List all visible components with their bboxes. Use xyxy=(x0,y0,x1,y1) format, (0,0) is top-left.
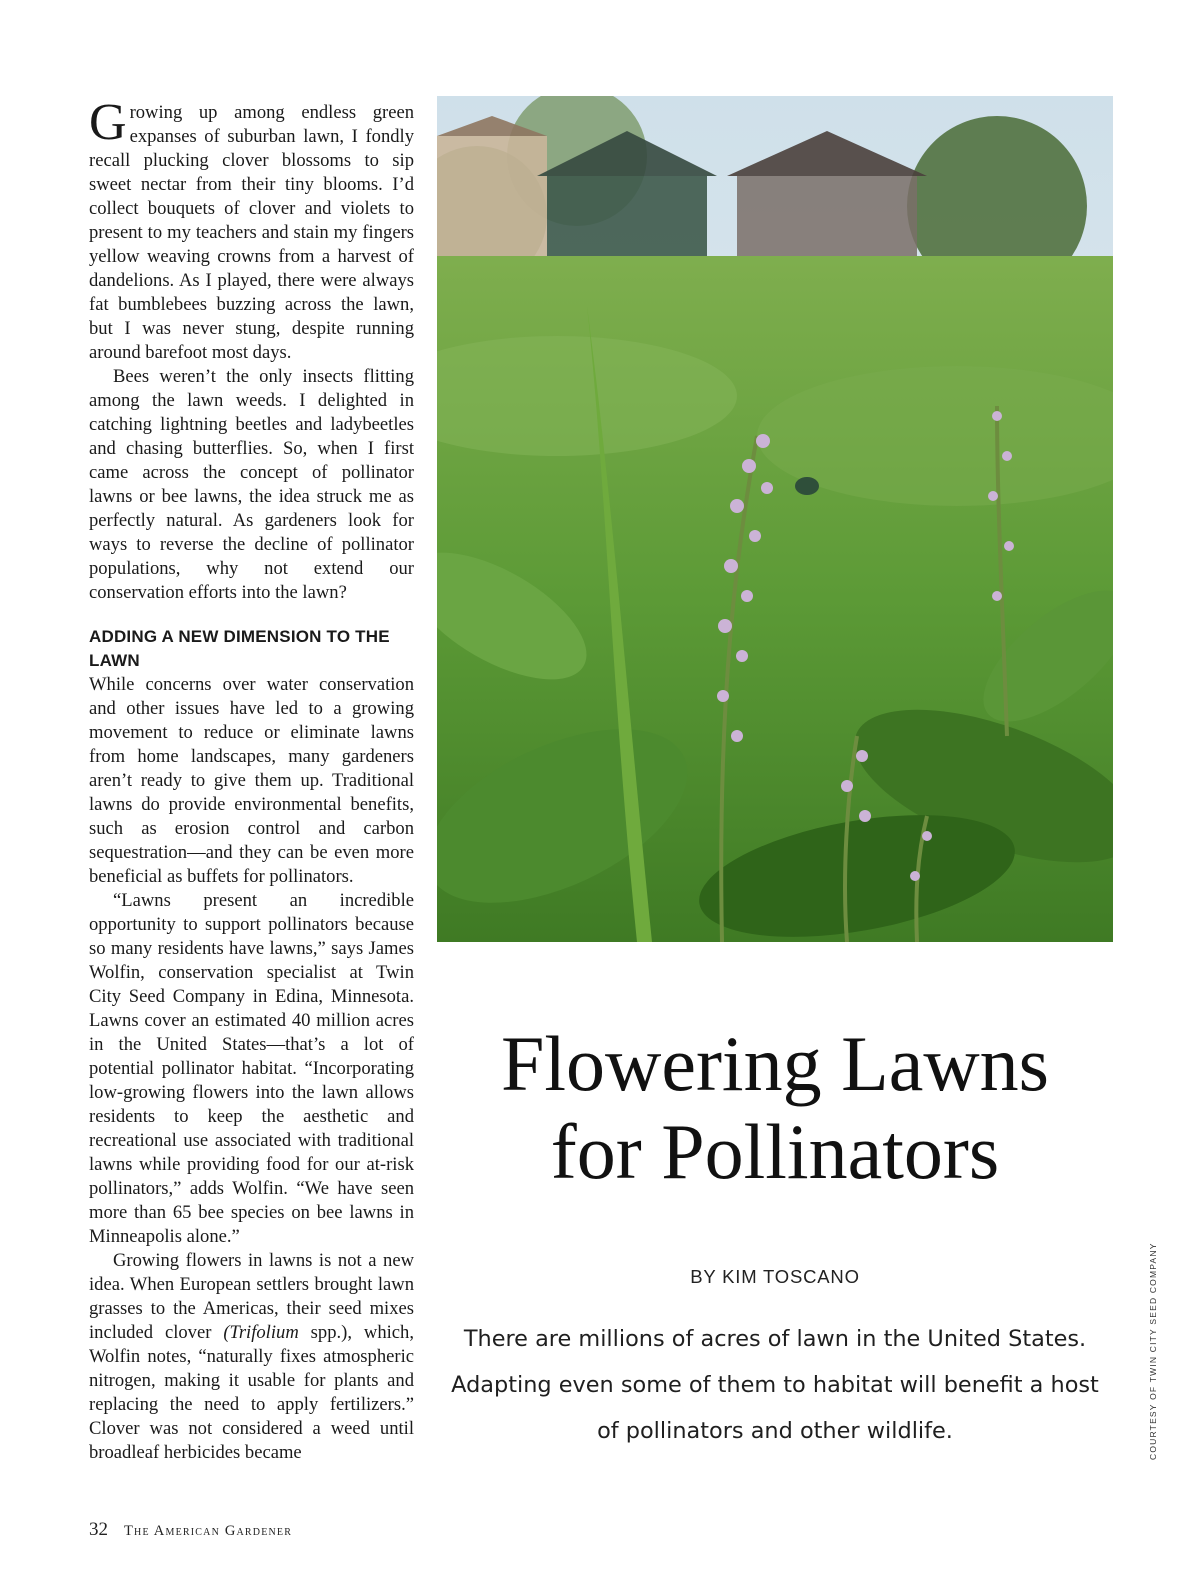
paragraph-5-text-a: Growing flowers in lawns is not a new idea. When European settlers brought lawn grasses to the Americas, their seed mixes included clover xyxy=(89,1250,414,1343)
paragraph-4: “Lawns present an incredible opportunity to support pollinators because so many residents have lawns,” says James Wolfin, conservation specialist at Twin City Seed Company in Edina, Minnesota. Lawns cover an estimated 40 million acres in the United States—that’s a lot of potential pollinator habitat. “Incorporating low-growing flowers into the lawn allows residents to keep the aesthetic and recreational use associated with traditional lawns while providing food for our at-risk pollinators,” adds Wolfin. “We have seen more than 65 bee species on bee lawns in Minneapolis alone.” xyxy=(89,890,414,1247)
paragraph-5-italic: (Trifolium xyxy=(223,1322,299,1343)
title-line-1: Flowering Lawns xyxy=(500,1020,1050,1107)
paragraph-3: While concerns over water conservation and other issues have led to a growing movement to reduce or eliminate lawns from home landscapes, many gardeners aren’t ready to give them up. Traditional lawns do provide environmental benefits, such as erosion control and carbon sequestration—and they can be even more beneficial as buffets for pollinators. xyxy=(89,674,414,887)
paragraph-1-text: rowing up among endless green expanses of suburban lawn, I fondly recall plucking clover blossoms to sip sweet nectar from their tiny blooms. I’d collect bouquets of clover and violets to present to my teachers and stain my fingers yellow weaving crowns from a harvest of dandelions. As I played, there were always fat bumblebees buzzing across the lawn, but I was never stung, despite running around barefoot most days. xyxy=(89,102,414,363)
paragraph-5 xyxy=(89,1249,414,1465)
section-subhead: ADDING A NEW DIMENSION TO THE LAWN xyxy=(89,627,390,670)
magazine-name: The American Gardener xyxy=(124,1523,293,1539)
page-footer xyxy=(89,1519,292,1541)
byline: BY KIM TOSCANO xyxy=(690,1266,860,1287)
photo-credit: COURTESY OF TWIN CITY SEED COMPANY xyxy=(1148,1242,1158,1460)
article-body xyxy=(89,94,414,1465)
deck: There are millions of acres of lawn in the United States. Adapting even some of them to habitat will benefit a host of pollinators and other wildlife. xyxy=(451,1326,1099,1444)
paragraph-5-text-b: spp.), which, Wolfin notes, “naturally fixes atmospheric nitrogen, making it usable for plants and replacing the need to apply fertilizers.” Clover was not considered a weed until broadleaf herbicides became xyxy=(89,1322,414,1463)
page-number: 32 xyxy=(89,1519,108,1540)
drop-cap: G xyxy=(89,94,127,151)
lawn-photo xyxy=(437,96,1113,942)
title-line-2: for Pollinators xyxy=(550,1108,1000,1195)
article-title xyxy=(437,1020,1113,1196)
paragraph-1 xyxy=(89,94,414,365)
lawn-photo-illustration xyxy=(437,96,1113,942)
paragraph-2: Bees weren’t the only insects flitting among the lawn weeds. I delighted in catching lightning beetles and ladybeetles and chasing butterflies. So, when I first came across the concept of pollinator lawns or bee lawns, the idea struck me as perfectly natural. As gardeners look for ways to reverse the decline of pollinator populations, why not extend our conservation efforts into the lawn? xyxy=(89,366,414,603)
